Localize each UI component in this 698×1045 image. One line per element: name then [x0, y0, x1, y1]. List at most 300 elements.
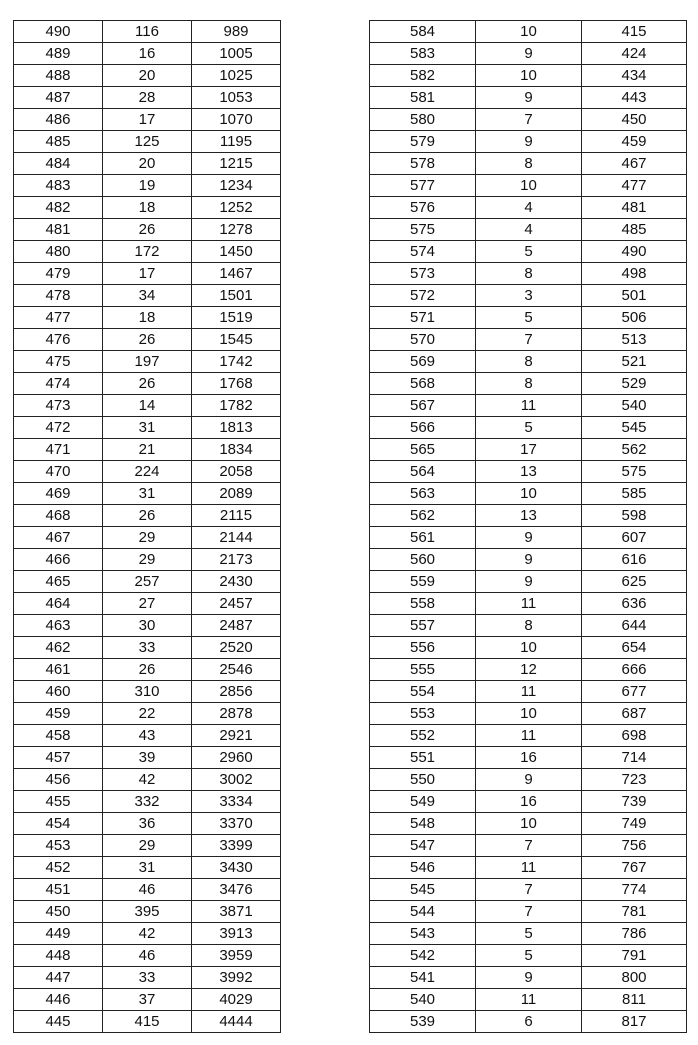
cumulative-cell: 1025: [192, 65, 281, 87]
count-cell: 9: [476, 967, 582, 989]
count-cell: 6: [476, 1011, 582, 1033]
count-cell: 8: [476, 263, 582, 285]
score-cell: 574: [370, 241, 476, 263]
score-cell: 484: [14, 153, 103, 175]
score-cell: 565: [370, 439, 476, 461]
score-cell: 546: [370, 857, 476, 879]
score-cell: 567: [370, 395, 476, 417]
table-row: [14, 87, 281, 109]
count-cell: 395: [103, 901, 192, 923]
table-row: [370, 43, 687, 65]
table-row: [14, 197, 281, 219]
count-cell: 26: [103, 329, 192, 351]
table-row: [14, 109, 281, 131]
count-cell: 13: [476, 505, 582, 527]
count-cell: 18: [103, 307, 192, 329]
table-row: [370, 109, 687, 131]
table-row: [370, 989, 687, 1011]
count-cell: 11: [476, 725, 582, 747]
cumulative-cell: 3959: [192, 945, 281, 967]
score-cell: 449: [14, 923, 103, 945]
cumulative-cell: 2173: [192, 549, 281, 571]
table-row: [370, 923, 687, 945]
table-row: [14, 659, 281, 681]
count-cell: 21: [103, 439, 192, 461]
score-cell: 466: [14, 549, 103, 571]
cumulative-cell: 1742: [192, 351, 281, 373]
score-cell: 573: [370, 263, 476, 285]
table-row: [14, 505, 281, 527]
score-cell: 462: [14, 637, 103, 659]
table-row: [370, 593, 687, 615]
cumulative-cell: 529: [582, 373, 687, 395]
cumulative-cell: 2921: [192, 725, 281, 747]
cumulative-cell: 1501: [192, 285, 281, 307]
cumulative-cell: 2115: [192, 505, 281, 527]
cumulative-cell: 3399: [192, 835, 281, 857]
cumulative-cell: 698: [582, 725, 687, 747]
cumulative-cell: 575: [582, 461, 687, 483]
count-cell: 10: [476, 483, 582, 505]
table-row: [370, 879, 687, 901]
score-cell: 543: [370, 923, 476, 945]
count-cell: 16: [476, 791, 582, 813]
table-row: [370, 219, 687, 241]
score-cell: 465: [14, 571, 103, 593]
cumulative-cell: 477: [582, 175, 687, 197]
count-cell: 7: [476, 879, 582, 901]
count-cell: 5: [476, 945, 582, 967]
count-cell: 46: [103, 879, 192, 901]
cumulative-cell: 811: [582, 989, 687, 1011]
cumulative-cell: 1519: [192, 307, 281, 329]
score-cell: 552: [370, 725, 476, 747]
cumulative-cell: 791: [582, 945, 687, 967]
cumulative-cell: 817: [582, 1011, 687, 1033]
count-cell: 9: [476, 527, 582, 549]
table-row: [14, 417, 281, 439]
cumulative-cell: 3476: [192, 879, 281, 901]
score-cell: 544: [370, 901, 476, 923]
cumulative-cell: 616: [582, 549, 687, 571]
table-row: [370, 197, 687, 219]
cumulative-cell: 739: [582, 791, 687, 813]
count-cell: 12: [476, 659, 582, 681]
table-row: [14, 1011, 281, 1033]
table-row: [370, 153, 687, 175]
score-cell: 548: [370, 813, 476, 835]
cumulative-cell: 3992: [192, 967, 281, 989]
count-cell: 9: [476, 571, 582, 593]
cumulative-cell: 2487: [192, 615, 281, 637]
table-row: [14, 21, 281, 43]
count-cell: 10: [476, 637, 582, 659]
count-cell: 11: [476, 989, 582, 1011]
score-cell: 568: [370, 373, 476, 395]
table-row: [370, 813, 687, 835]
table-row: [370, 21, 687, 43]
cumulative-cell: 4029: [192, 989, 281, 1011]
score-cell: 452: [14, 857, 103, 879]
score-cell: 553: [370, 703, 476, 725]
score-table-right: [369, 20, 687, 1033]
count-cell: 8: [476, 351, 582, 373]
score-cell: 456: [14, 769, 103, 791]
table-row: [14, 175, 281, 197]
table-row: [14, 615, 281, 637]
table-row: [14, 813, 281, 835]
table-row: [14, 153, 281, 175]
count-cell: 10: [476, 65, 582, 87]
score-cell: 487: [14, 87, 103, 109]
count-cell: 43: [103, 725, 192, 747]
cumulative-cell: 1768: [192, 373, 281, 395]
cumulative-cell: 989: [192, 21, 281, 43]
score-cell: 541: [370, 967, 476, 989]
table-row: [370, 329, 687, 351]
score-cell: 482: [14, 197, 103, 219]
count-cell: 29: [103, 549, 192, 571]
count-cell: 310: [103, 681, 192, 703]
cumulative-cell: 1813: [192, 417, 281, 439]
score-cell: 477: [14, 307, 103, 329]
cumulative-cell: 723: [582, 769, 687, 791]
count-cell: 257: [103, 571, 192, 593]
score-cell: 446: [14, 989, 103, 1011]
count-cell: 9: [476, 43, 582, 65]
table-row: [14, 901, 281, 923]
cumulative-cell: 434: [582, 65, 687, 87]
table-row: [14, 131, 281, 153]
cumulative-cell: 774: [582, 879, 687, 901]
score-cell: 560: [370, 549, 476, 571]
count-cell: 31: [103, 417, 192, 439]
score-cell: 478: [14, 285, 103, 307]
score-cell: 562: [370, 505, 476, 527]
cumulative-cell: 501: [582, 285, 687, 307]
cumulative-cell: 545: [582, 417, 687, 439]
score-cell: 582: [370, 65, 476, 87]
table-row: [370, 659, 687, 681]
score-cell: 479: [14, 263, 103, 285]
cumulative-cell: 2856: [192, 681, 281, 703]
table-row: [14, 241, 281, 263]
cumulative-cell: 800: [582, 967, 687, 989]
score-cell: 455: [14, 791, 103, 813]
score-cell: 467: [14, 527, 103, 549]
score-cell: 447: [14, 967, 103, 989]
score-cell: 554: [370, 681, 476, 703]
cumulative-cell: 1053: [192, 87, 281, 109]
cumulative-cell: 1834: [192, 439, 281, 461]
count-cell: 17: [476, 439, 582, 461]
score-cell: 489: [14, 43, 103, 65]
cumulative-cell: 644: [582, 615, 687, 637]
score-cell: 445: [14, 1011, 103, 1033]
table-row: [14, 747, 281, 769]
score-cell: 453: [14, 835, 103, 857]
score-cell: 561: [370, 527, 476, 549]
score-cell: 539: [370, 1011, 476, 1033]
count-cell: 5: [476, 241, 582, 263]
count-cell: 11: [476, 395, 582, 417]
cumulative-cell: 1545: [192, 329, 281, 351]
count-cell: 7: [476, 109, 582, 131]
score-cell: 486: [14, 109, 103, 131]
cumulative-cell: 4444: [192, 1011, 281, 1033]
table-row: [14, 835, 281, 857]
count-cell: 29: [103, 527, 192, 549]
count-cell: 3: [476, 285, 582, 307]
count-cell: 28: [103, 87, 192, 109]
table-row: [14, 681, 281, 703]
cumulative-cell: 1782: [192, 395, 281, 417]
cumulative-cell: 1005: [192, 43, 281, 65]
cumulative-cell: 756: [582, 835, 687, 857]
score-cell: 488: [14, 65, 103, 87]
cumulative-cell: 1278: [192, 219, 281, 241]
count-cell: 4: [476, 219, 582, 241]
cumulative-cell: 749: [582, 813, 687, 835]
cumulative-cell: 625: [582, 571, 687, 593]
table-row: [14, 879, 281, 901]
count-cell: 10: [476, 813, 582, 835]
cumulative-cell: 1234: [192, 175, 281, 197]
table-row: [14, 307, 281, 329]
cumulative-cell: 443: [582, 87, 687, 109]
score-cell: 472: [14, 417, 103, 439]
count-cell: 19: [103, 175, 192, 197]
score-cell: 580: [370, 109, 476, 131]
count-cell: 46: [103, 945, 192, 967]
count-cell: 26: [103, 373, 192, 395]
cumulative-cell: 562: [582, 439, 687, 461]
score-cell: 551: [370, 747, 476, 769]
score-cell: 579: [370, 131, 476, 153]
cumulative-cell: 598: [582, 505, 687, 527]
cumulative-cell: 485: [582, 219, 687, 241]
score-cell: 471: [14, 439, 103, 461]
table-row: [370, 395, 687, 417]
count-cell: 9: [476, 769, 582, 791]
score-cell: 542: [370, 945, 476, 967]
table-row: [14, 703, 281, 725]
count-cell: 16: [476, 747, 582, 769]
cumulative-cell: 767: [582, 857, 687, 879]
table-row: [370, 703, 687, 725]
score-cell: 570: [370, 329, 476, 351]
table-row: [14, 989, 281, 1011]
table-row: [370, 65, 687, 87]
score-cell: 459: [14, 703, 103, 725]
count-cell: 8: [476, 153, 582, 175]
cumulative-cell: 481: [582, 197, 687, 219]
table-row: [14, 461, 281, 483]
table-row: [14, 593, 281, 615]
count-cell: 116: [103, 21, 192, 43]
score-cell: 474: [14, 373, 103, 395]
score-cell: 547: [370, 835, 476, 857]
cumulative-cell: 450: [582, 109, 687, 131]
count-cell: 5: [476, 307, 582, 329]
table-row: [14, 483, 281, 505]
cumulative-cell: 3430: [192, 857, 281, 879]
score-cell: 473: [14, 395, 103, 417]
cumulative-cell: 636: [582, 593, 687, 615]
cumulative-cell: 2546: [192, 659, 281, 681]
count-cell: 10: [476, 175, 582, 197]
score-cell: 458: [14, 725, 103, 747]
count-cell: 5: [476, 417, 582, 439]
cumulative-cell: 540: [582, 395, 687, 417]
count-cell: 14: [103, 395, 192, 417]
count-cell: 20: [103, 153, 192, 175]
table-row: [14, 395, 281, 417]
table-row: [370, 527, 687, 549]
count-cell: 7: [476, 835, 582, 857]
table-row: [370, 483, 687, 505]
table-row: [370, 241, 687, 263]
table-row: [370, 945, 687, 967]
count-cell: 8: [476, 373, 582, 395]
table-row: [14, 439, 281, 461]
table-row: [14, 571, 281, 593]
count-cell: 9: [476, 549, 582, 571]
table-row: [370, 351, 687, 373]
score-cell: 461: [14, 659, 103, 681]
count-cell: 11: [476, 857, 582, 879]
cumulative-cell: 2878: [192, 703, 281, 725]
cumulative-cell: 2144: [192, 527, 281, 549]
table-row: [14, 725, 281, 747]
table-row: [370, 791, 687, 813]
table-row: [370, 967, 687, 989]
score-cell: 584: [370, 21, 476, 43]
cumulative-cell: 415: [582, 21, 687, 43]
score-cell: 468: [14, 505, 103, 527]
cumulative-cell: 714: [582, 747, 687, 769]
count-cell: 7: [476, 901, 582, 923]
table-row: [370, 175, 687, 197]
table-row: [14, 43, 281, 65]
cumulative-cell: 2520: [192, 637, 281, 659]
count-cell: 42: [103, 769, 192, 791]
table-row: [14, 219, 281, 241]
cumulative-cell: 687: [582, 703, 687, 725]
cumulative-cell: 786: [582, 923, 687, 945]
table-row: [14, 351, 281, 373]
table-row: [14, 549, 281, 571]
count-cell: 18: [103, 197, 192, 219]
cumulative-cell: 1467: [192, 263, 281, 285]
count-cell: 4: [476, 197, 582, 219]
count-cell: 5: [476, 923, 582, 945]
count-cell: 8: [476, 615, 582, 637]
score-cell: 557: [370, 615, 476, 637]
score-cell: 555: [370, 659, 476, 681]
table-row: [14, 791, 281, 813]
table-row: [14, 373, 281, 395]
score-cell: 476: [14, 329, 103, 351]
cumulative-cell: 498: [582, 263, 687, 285]
cumulative-cell: 2058: [192, 461, 281, 483]
table-row: [370, 637, 687, 659]
count-cell: 9: [476, 131, 582, 153]
table-row: [370, 549, 687, 571]
cumulative-cell: 1195: [192, 131, 281, 153]
cumulative-cell: 666: [582, 659, 687, 681]
count-cell: 10: [476, 21, 582, 43]
score-cell: 463: [14, 615, 103, 637]
cumulative-cell: 2457: [192, 593, 281, 615]
score-cell: 559: [370, 571, 476, 593]
count-cell: 16: [103, 43, 192, 65]
table-row: [370, 615, 687, 637]
count-cell: 33: [103, 967, 192, 989]
cumulative-cell: 2430: [192, 571, 281, 593]
count-cell: 31: [103, 483, 192, 505]
count-cell: 30: [103, 615, 192, 637]
score-cell: 454: [14, 813, 103, 835]
table-row: [370, 285, 687, 307]
count-cell: 197: [103, 351, 192, 373]
score-cell: 485: [14, 131, 103, 153]
count-cell: 415: [103, 1011, 192, 1033]
count-cell: 20: [103, 65, 192, 87]
count-cell: 7: [476, 329, 582, 351]
count-cell: 17: [103, 263, 192, 285]
table-row: [14, 329, 281, 351]
table-row: [370, 901, 687, 923]
table-row: [370, 417, 687, 439]
score-cell: 564: [370, 461, 476, 483]
score-cell: 480: [14, 241, 103, 263]
table-row: [14, 857, 281, 879]
cumulative-cell: 513: [582, 329, 687, 351]
score-cell: 556: [370, 637, 476, 659]
table-row: [14, 637, 281, 659]
score-cell: 575: [370, 219, 476, 241]
score-cell: 483: [14, 175, 103, 197]
count-cell: 17: [103, 109, 192, 131]
cumulative-cell: 1252: [192, 197, 281, 219]
count-cell: 9: [476, 87, 582, 109]
score-table-left: [13, 20, 281, 1033]
table-row: [370, 307, 687, 329]
score-cell: 464: [14, 593, 103, 615]
count-cell: 33: [103, 637, 192, 659]
table-row: [370, 681, 687, 703]
cumulative-cell: 1450: [192, 241, 281, 263]
count-cell: 172: [103, 241, 192, 263]
cumulative-cell: 3871: [192, 901, 281, 923]
cumulative-cell: 2960: [192, 747, 281, 769]
cumulative-cell: 781: [582, 901, 687, 923]
score-cell: 572: [370, 285, 476, 307]
cumulative-cell: 677: [582, 681, 687, 703]
cumulative-cell: 654: [582, 637, 687, 659]
table-row: [14, 769, 281, 791]
count-cell: 34: [103, 285, 192, 307]
count-cell: 11: [476, 593, 582, 615]
count-cell: 29: [103, 835, 192, 857]
table-row: [370, 835, 687, 857]
score-cell: 448: [14, 945, 103, 967]
count-cell: 22: [103, 703, 192, 725]
score-cell: 583: [370, 43, 476, 65]
score-cell: 578: [370, 153, 476, 175]
score-cell: 571: [370, 307, 476, 329]
